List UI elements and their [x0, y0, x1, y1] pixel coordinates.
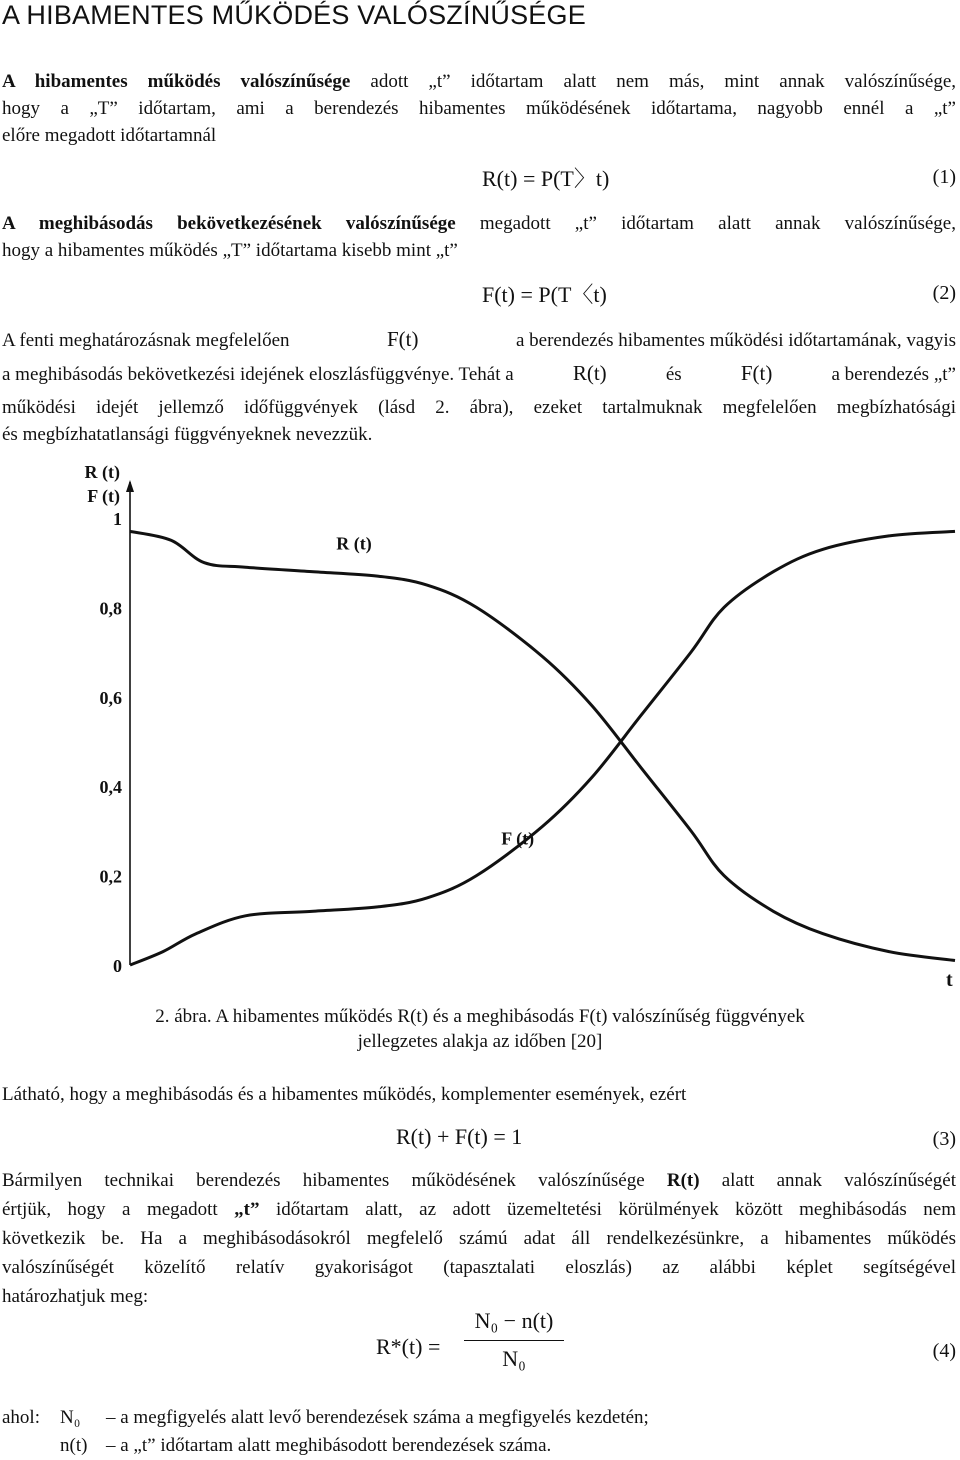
paragraph-text: hogy a hibamentes működés „T” időtartama kisebb mint „t” — [2, 240, 458, 261]
equation-1: R(t) = P(T〉t) — [482, 166, 610, 191]
y-tick-label: 0,8 — [99, 598, 122, 619]
y-axis-label-r: R (t) — [84, 462, 120, 482]
term-t: „t” — [234, 1199, 260, 1220]
figure-chart — [0, 460, 960, 1020]
caption-line: jellegzetes alakja az időben [20] — [357, 1031, 603, 1052]
equation-number-4: (4) — [932, 1340, 956, 1362]
paragraph-text: a berendezés „t” — [831, 364, 956, 385]
inline-formula-r: R(t) — [572, 361, 607, 385]
paragraph-text: működési idejét jellemző időfüggvények (lásd 2. ábra), ezeket tartalmuknak megfelelően megbízhatósági — [2, 397, 956, 418]
reliability-chart — [0, 460, 960, 1020]
figure-caption — [0, 1004, 960, 1054]
inline-formula-f: F(t) — [740, 361, 773, 385]
y-axis-arrow — [126, 480, 134, 492]
paragraph-reliability-definition — [2, 68, 956, 149]
paragraph-text: valószínűségét közelítő relatív gyakoriságot (tapasztalati eloszlás) az alábbi képlet segítségével — [2, 1257, 956, 1278]
symbol-n0: N₀ — [60, 1407, 81, 1428]
equation-number-1: (1) — [932, 166, 956, 188]
definition-n0: – a megfigyelés alatt levő berendezések száma a megfigyelés kezdetén; — [106, 1407, 649, 1428]
paragraph-failure-definition — [2, 210, 956, 264]
y-tick-label: 0,2 — [99, 866, 122, 887]
paragraph-text: A fenti meghatározásnak megfelelően — [2, 330, 290, 351]
series-label-f: F (t) — [501, 828, 535, 849]
paragraph-text: a berendezés hibamentes működési időtartamának, vagyis — [515, 330, 956, 351]
y-axis-label-f: F (t) — [87, 486, 120, 506]
equation-number-2: (2) — [932, 282, 956, 304]
paragraph-text: a meghibásodás bekövetkezési idejének eloszlásfüggvénye. Tehát a — [2, 364, 514, 385]
equation-4-denominator: N₀ — [502, 1346, 526, 1371]
paragraph-empirical — [2, 1166, 956, 1311]
paragraph-complementary: Látható, hogy a meghibásodás és a hibamentes működés, komplementer események, ezért — [2, 1084, 687, 1105]
paragraph-text: Bármilyen technikai berendezés hibamentes működésének valószínűsége — [2, 1170, 667, 1191]
symbol-nt: n(t) — [60, 1435, 88, 1456]
paragraph-text: következik be. Ha a meghibásodásokról megfelelő számú adat áll rendelkezésünkre, a hibamentes működés — [2, 1228, 956, 1249]
definitions-list — [2, 1404, 956, 1460]
equation-4-numerator: N₀ − n(t) — [474, 1308, 554, 1333]
definition-nt: – a „t” időtartam alatt meghibásodott berendezések száma. — [106, 1435, 552, 1456]
paragraph-text: határozhatjuk meg: — [2, 1286, 149, 1307]
paragraph-text: megadott „t” időtartam alatt annak valószínűsége, — [455, 213, 956, 234]
paragraph-text: előre megadott időtartamnál — [2, 125, 217, 146]
series-line-f — [130, 531, 955, 965]
paragraph-text: alatt annak valószínűségét — [699, 1170, 956, 1191]
y-tick-label: 0 — [113, 956, 122, 976]
series-label-r: R (t) — [336, 533, 372, 554]
paragraph-text: és — [665, 364, 682, 385]
term-r-of-t: R(t) — [666, 1170, 700, 1191]
inline-formula-f: F(t) — [387, 327, 419, 351]
paragraph-text: időtartam alatt, az adott üzemeltetési körülmények között meghibásodás nem — [259, 1199, 956, 1220]
series-line-r — [130, 531, 955, 960]
y-tick-label: 0,4 — [99, 777, 122, 798]
definitions-label: ahol: — [2, 1407, 40, 1428]
paragraph-text: és megbízhatatlansági függvényeknek nevezzük. — [2, 424, 373, 445]
equation-2: F(t) = P(T〈t) — [482, 282, 607, 307]
equation-number-3: (3) — [932, 1128, 956, 1150]
fraction-bar — [464, 1340, 564, 1341]
caption-line: 2. ábra. A hibamentes működés R(t) és a meghibásodás F(t) valószínűség függvények — [155, 1006, 805, 1027]
y-tick-label: 0,6 — [99, 687, 122, 708]
equation-4-lhs: R*(t) = — [376, 1334, 441, 1359]
paragraph-text: értjük, hogy a megadott — [2, 1199, 235, 1220]
page-title: A HIBAMENTES MŰKÖDÉS VALÓSZÍNŰSÉGE — [2, 0, 586, 30]
term-reliability: A hibamentes működés valószínűsége — [2, 71, 351, 92]
paragraph-text: hogy a „T” időtartam, ami a berendezés hibamentes működésének időtartama, nagyobb ennél a „t” — [2, 98, 956, 119]
paragraph-text: adott „t” időtartam alatt nem más, mint annak valószínűsége, — [350, 71, 956, 92]
term-failure: A meghibásodás bekövetkezésének valószínűsége — [2, 213, 456, 234]
x-axis-label: t — [946, 969, 953, 991]
paragraph-distribution-functions — [2, 326, 956, 448]
equation-3: R(t) + F(t) = 1 — [396, 1124, 523, 1149]
y-tick-label: 1 — [113, 509, 122, 529]
